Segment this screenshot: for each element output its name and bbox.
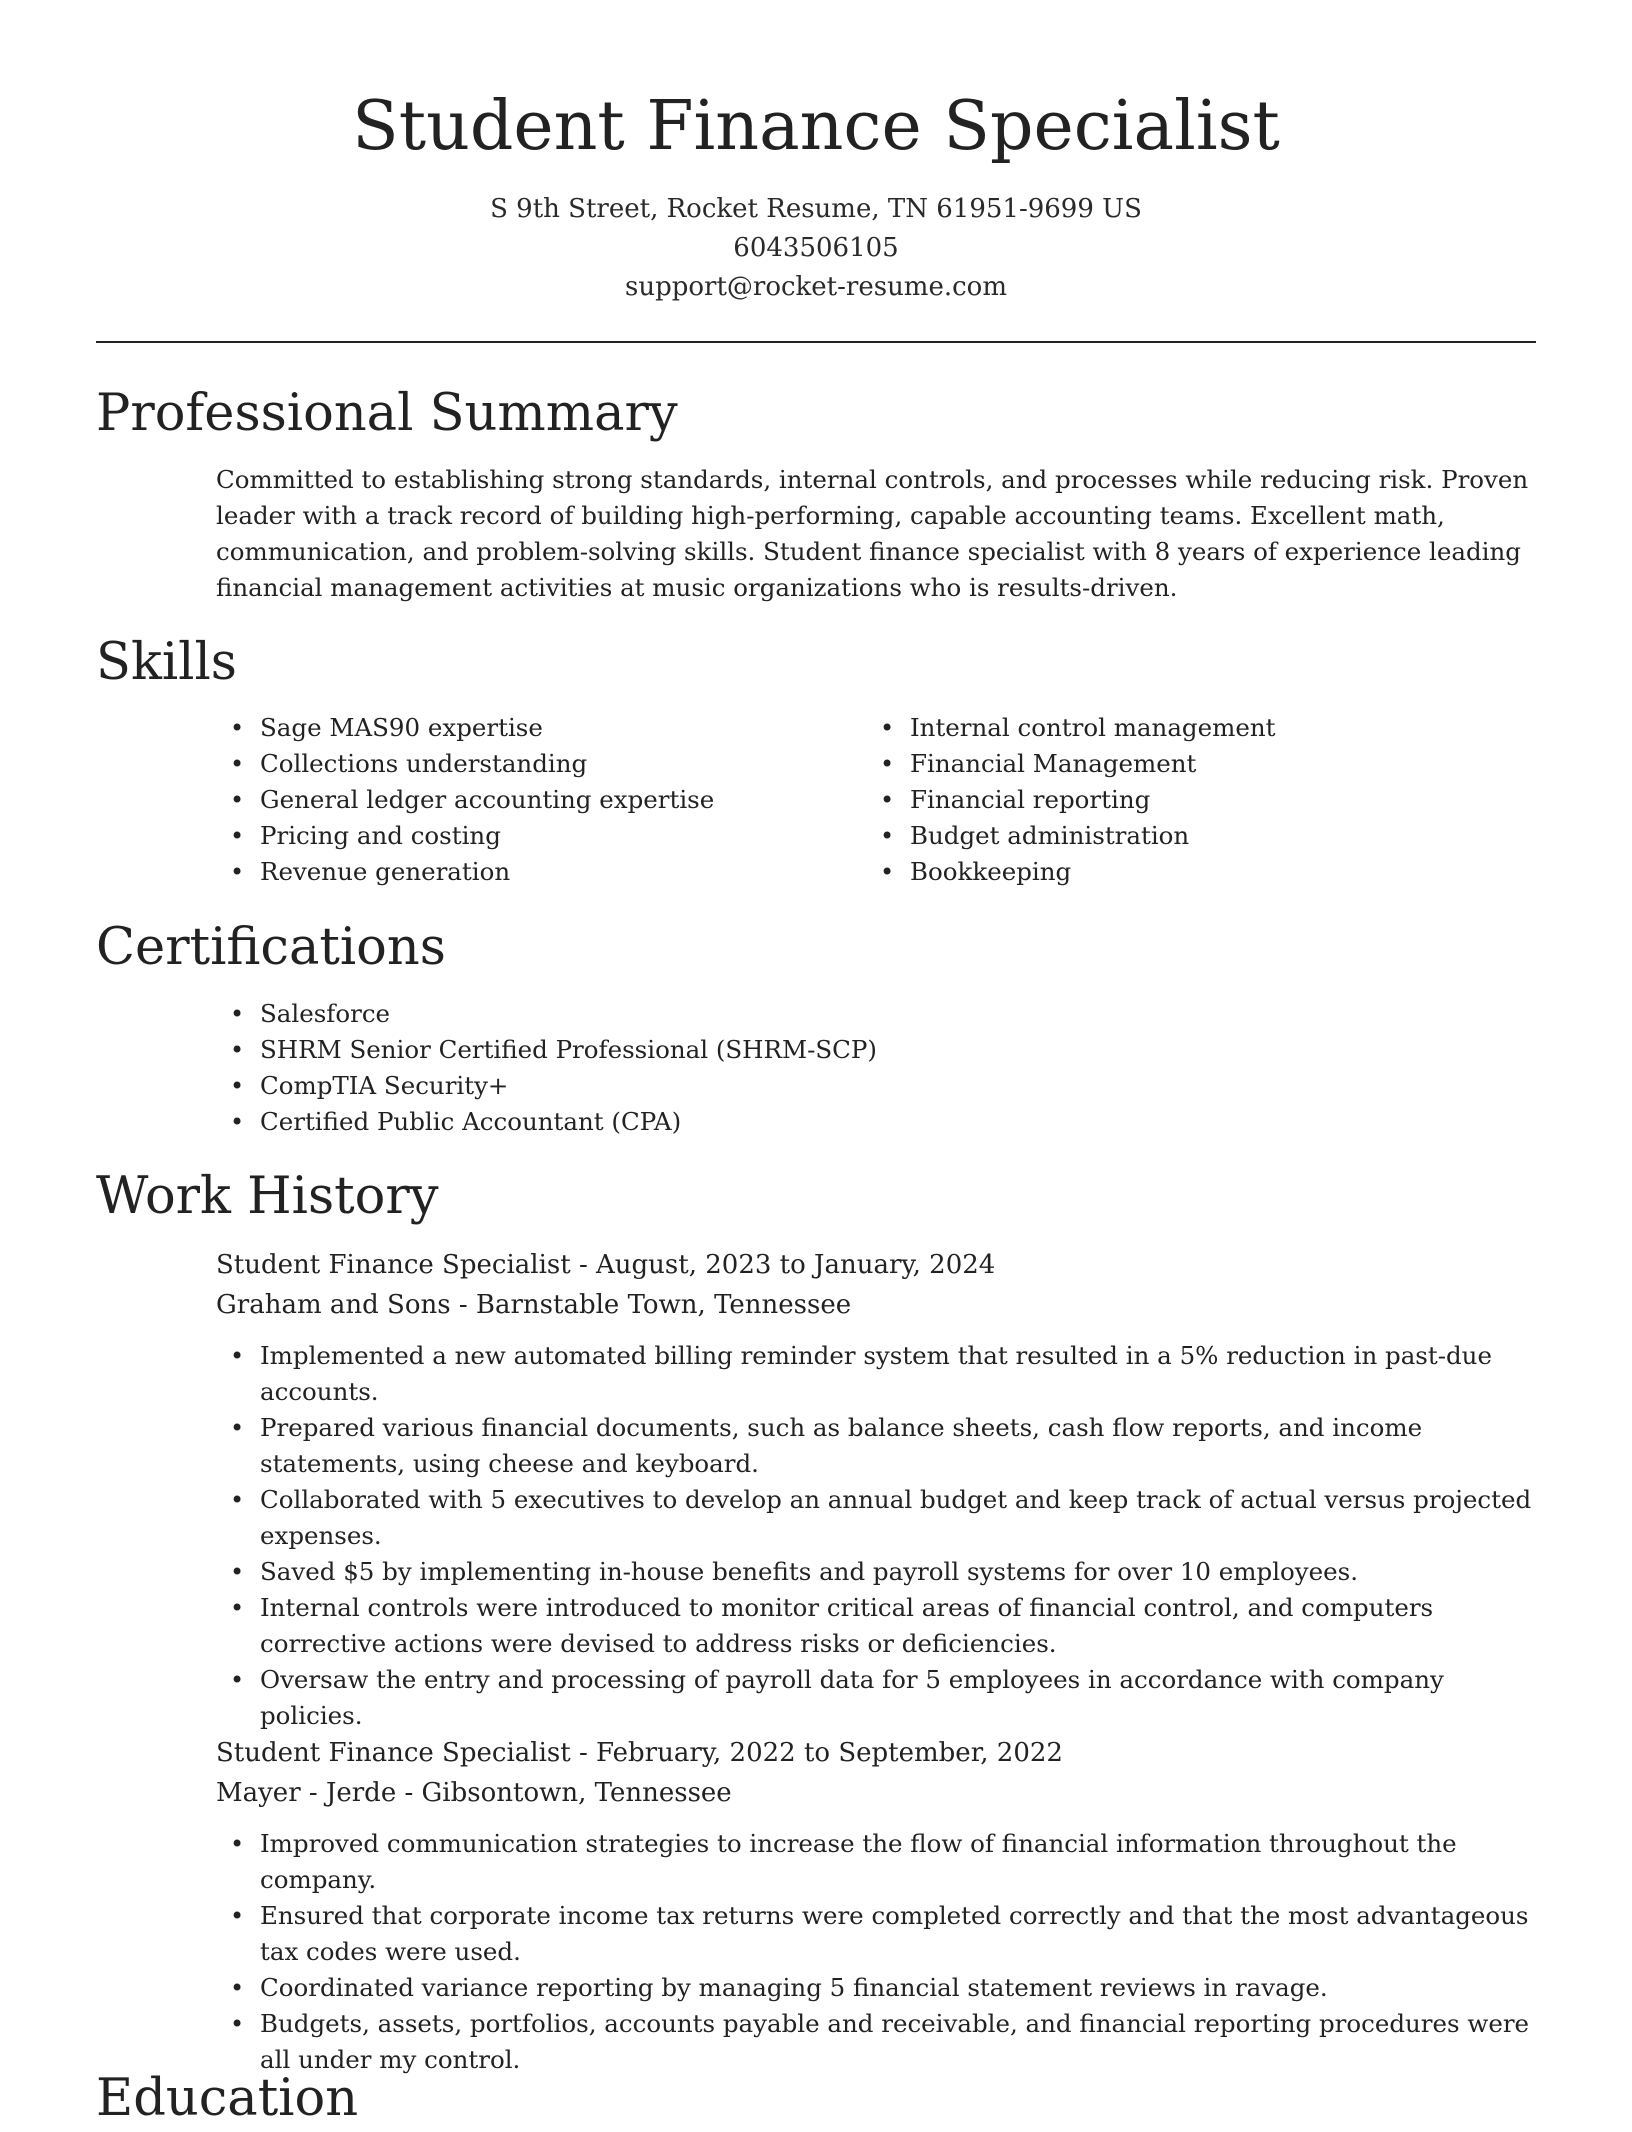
education-heading: Education [96, 2069, 359, 2128]
certification-item: • SHRM Senior Certified Professional (SHRM-SCP) [216, 1032, 1536, 1068]
skill-item: • Pricing and costing [216, 818, 856, 854]
contact-address: S 9th Street, Rocket Resume, TN 61951-9699 US [490, 194, 1142, 224]
job-bullet: • Saved $5 by implementing in-house benefits and payroll systems for over 10 employees. [216, 1554, 1536, 1590]
certifications-heading: Certifications [96, 918, 446, 977]
job-company-line [216, 1285, 1536, 1325]
job-location: - Gibsontown, Tennessee [396, 1778, 732, 1808]
skill-item: • Collections understanding [216, 746, 856, 782]
skill-item: • Financial reporting [866, 782, 1526, 818]
skill-item: • Internal control management [866, 710, 1526, 746]
job-bullet: • Budgets, assets, portfolios, accounts payable and receivable, and financial reporting procedures were all under my control. [216, 2006, 1536, 2078]
skill-item: • Sage MAS90 expertise [216, 710, 856, 746]
skill-item: • Budget administration [866, 818, 1526, 854]
contact-phone: 6043506105 [733, 233, 899, 263]
summary-text: Committed to establishing strong standards, internal controls, and processes while reducing risk. Proven leader with a track record of building high-performing, capable accounting teams. Excellent math, communication, and problem-solving skills. Student finance specialist with 8 years of experience leading financial management activities at music organizations who is results-driven. [216, 465, 1529, 602]
job-dates: - August, 2023 to January, 2024 [570, 1250, 996, 1280]
job-title-line [216, 1245, 1536, 1285]
skill-item: • Financial Management [866, 746, 1526, 782]
job-title: Student Finance Specialist [216, 1250, 571, 1280]
skill-item: • General ledger accounting expertise [216, 782, 856, 818]
job-bullets [216, 1338, 1536, 1734]
job-company: Mayer - Jerde [216, 1778, 397, 1808]
job-title-line [216, 1733, 1536, 1773]
job-bullet: • Prepared various financial documents, such as balance sheets, cash flow reports, and income statements, using cheese and keyboard. [216, 1410, 1536, 1482]
job-bullet: • Oversaw the entry and processing of payroll data for 5 employees in accordance with company policies. [216, 1662, 1536, 1734]
summary-heading: Professional Summary [96, 384, 678, 443]
skill-item: • Revenue generation [216, 854, 856, 890]
skills-list-right [866, 710, 1526, 890]
job-company-line [216, 1773, 1536, 1813]
job-company: Graham and Sons [216, 1290, 451, 1320]
job-title: Student Finance Specialist [216, 1738, 571, 1768]
job-dates: - February, 2022 to September, 2022 [570, 1738, 1063, 1768]
resume-title: Student Finance Specialist [352, 87, 1280, 166]
job-bullet: • Internal controls were introduced to monitor critical areas of financial control, and computers corrective actions were devised to address risks or deficiencies. [216, 1590, 1536, 1662]
certification-item: • CompTIA Security+ [216, 1068, 1536, 1104]
skills-list-left [216, 710, 856, 890]
job-bullet: • Improved communication strategies to increase the flow of financial information throughout the company. [216, 1826, 1536, 1898]
job-bullet: • Collaborated with 5 executives to develop an annual budget and keep track of actual versus projected expenses. [216, 1482, 1536, 1554]
work-history-heading: Work History [96, 1167, 439, 1226]
certification-item: • Certified Public Accountant (CPA) [216, 1104, 1536, 1140]
job-bullet: • Ensured that corporate income tax returns were completed correctly and that the most advantageous tax codes were used. [216, 1898, 1536, 1970]
job-location: - Barnstable Town, Tennessee [450, 1290, 852, 1320]
skills-heading: Skills [96, 633, 237, 692]
skill-item: • Bookkeeping [866, 854, 1526, 890]
certification-item: • Salesforce [216, 996, 1536, 1032]
job-bullet: • Coordinated variance reporting by managing 5 financial statement reviews in ravage. [216, 1970, 1536, 2006]
job-bullet: • Implemented a new automated billing reminder system that resulted in a 5% reduction in past-due accounts. [216, 1338, 1536, 1410]
contact-email: support@rocket-resume.com [624, 272, 1007, 302]
certifications-list [216, 996, 1536, 1140]
job-bullets [216, 1826, 1536, 2078]
header-divider [96, 341, 1536, 343]
